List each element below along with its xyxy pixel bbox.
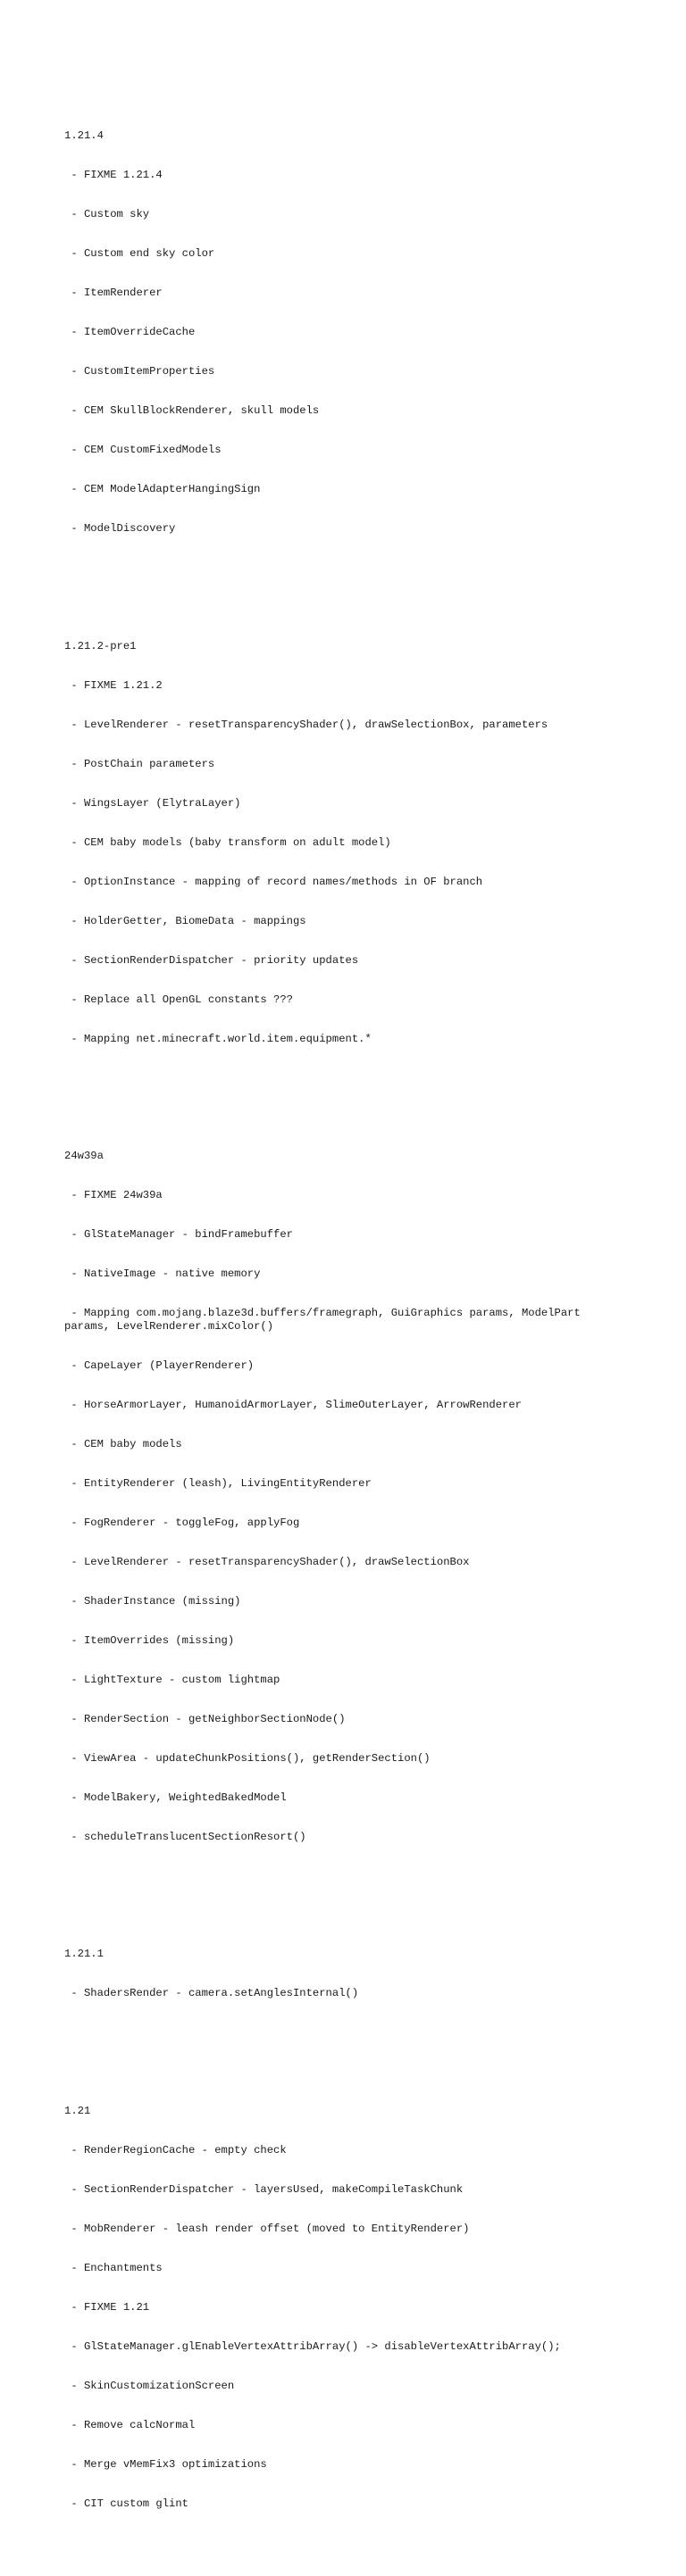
list-item: - ItemRenderer xyxy=(64,287,163,300)
list-item: - Remove calcNormal xyxy=(64,2419,196,2432)
list-item: - NativeImage - native memory xyxy=(64,1267,261,1281)
list-item: - FogRenderer - toggleFog, applyFog xyxy=(64,1516,300,1529)
list-item: - RenderSection - getNeighborSectionNode() xyxy=(64,1712,346,1725)
list-item: - ModelDiscovery xyxy=(64,521,176,535)
list-item: - Merge vMemFix3 optimizations xyxy=(64,2458,267,2472)
list-item: - WingsLayer (ElytraLayer) xyxy=(64,796,241,810)
version-heading: 1.21.4 xyxy=(64,129,104,143)
list-item: - ShadersRender - camera.setAnglesInternal() xyxy=(64,1987,359,2000)
list-item: - RenderRegionCache - empty check xyxy=(64,2144,287,2157)
version-section xyxy=(64,614,636,1072)
list-item: - Mapping com.mojang.blaze3d.buffers/framegraph, GuiGraphics params, ModelPart params, LevelRenderer.mixColor() xyxy=(64,1307,581,1333)
list-item: - scheduleTranslucentSectionResort() xyxy=(64,1830,306,1843)
list-item: - LightTexture - custom lightmap xyxy=(64,1673,280,1686)
list-item: - FIXME 1.21.4 xyxy=(64,169,163,182)
version-heading: 24w39a xyxy=(64,1150,104,1163)
version-heading: 1.21 xyxy=(64,2105,91,2118)
list-item: - Custom end sky color xyxy=(64,247,215,261)
list-item: - CapeLayer (PlayerRenderer) xyxy=(64,1359,255,1372)
list-item: - FIXME 24w39a xyxy=(64,1189,163,1202)
list-item: - PostChain parameters xyxy=(64,757,215,770)
list-item: - ShaderInstance (missing) xyxy=(64,1594,241,1608)
list-item: - SectionRenderDispatcher - priority updates xyxy=(64,953,359,967)
version-section xyxy=(64,2079,636,2537)
list-item: - MobRenderer - leash render offset (moved to EntityRenderer) xyxy=(64,2223,470,2236)
list-item: - FIXME 1.21.2 xyxy=(64,678,163,692)
list-item: - HorseArmorLayer, HumanoidArmorLayer, SlimeOuterLayer, ArrowRenderer xyxy=(64,1398,522,1411)
list-item: - ItemOverrideCache xyxy=(64,326,196,339)
list-item: - Custom sky xyxy=(64,208,150,221)
list-item: - ItemOverrides (missing) xyxy=(64,1633,235,1647)
list-item: - LevelRenderer - resetTransparencyShader(), drawSelectionBox xyxy=(64,1555,470,1568)
list-item: - EntityRenderer (leash), LivingEntityRenderer xyxy=(64,1476,372,1490)
list-item: - Mapping net.minecraft.world.item.equipment.* xyxy=(64,1032,372,1045)
document-body xyxy=(64,64,636,2576)
version-heading: 1.21.2-pre1 xyxy=(64,639,137,652)
list-item: - CEM CustomFixedModels xyxy=(64,444,222,457)
list-item: - OptionInstance - mapping of record names/methods in OF branch xyxy=(64,875,483,888)
list-item: - CustomItemProperties xyxy=(64,365,215,378)
list-item: - SkinCustomizationScreen xyxy=(64,2380,235,2393)
list-item: - FIXME 1.21 xyxy=(64,2301,150,2314)
list-item: - HolderGetter, BiomeData - mappings xyxy=(64,914,306,927)
version-heading: 1.21.1 xyxy=(64,1948,104,1961)
list-item: - CEM ModelAdapterHangingSign xyxy=(64,483,261,495)
version-section xyxy=(64,1922,636,2026)
list-item: - ViewArea - updateChunkPositions(), getRenderSection() xyxy=(64,1751,431,1765)
version-section xyxy=(64,104,636,561)
list-item: - CEM baby models xyxy=(64,1437,182,1450)
version-section xyxy=(64,1124,636,1869)
list-item: - LevelRenderer - resetTransparencyShader(), drawSelectionBox, parameters xyxy=(64,718,548,731)
list-item: - CIT custom glint xyxy=(64,2497,188,2510)
list-item: - SectionRenderDispatcher - layersUsed, makeCompileTaskChunk xyxy=(64,2183,464,2197)
list-item: - Replace all OpenGL constants ??? xyxy=(64,993,293,1006)
list-item: - Enchantments xyxy=(64,2262,163,2275)
list-item: - CEM baby models (baby transform on adult model) xyxy=(64,835,391,849)
list-item: - GlStateManager.glEnableVertexAttribArray() -> disableVertexAttribArray(); xyxy=(64,2340,561,2354)
list-item: - ModelBakery, WeightedBakedModel xyxy=(64,1791,287,1804)
list-item: - CEM SkullBlockRenderer, skull models xyxy=(64,404,320,418)
list-item: - GlStateManager - bindFramebuffer xyxy=(64,1228,293,1242)
